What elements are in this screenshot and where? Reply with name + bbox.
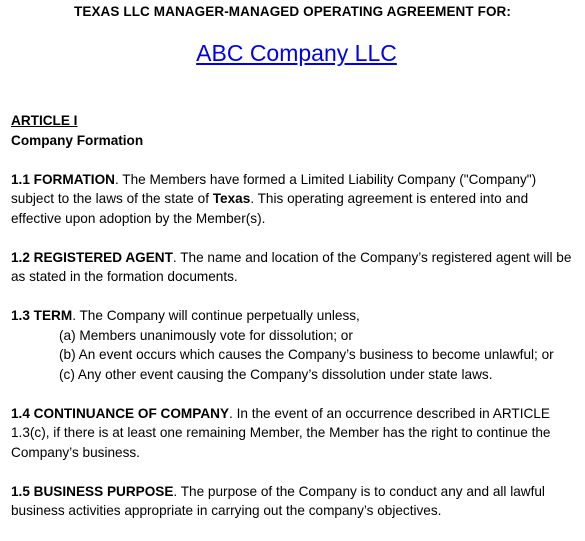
list-item: (b) An event occurs which causes the Company’s business to become unlawful; or	[59, 347, 554, 362]
spacer	[11, 150, 581, 170]
section-continuance	[11, 404, 581, 463]
section-formation-text-a: . The Members have formed a Limited Liability Company ("Company") subject to the laws of the state of	[11, 171, 537, 206]
section-formation-lead: 1.1 FORMATION	[11, 171, 115, 187]
section-formation	[11, 170, 581, 229]
section-formation-text-b: . This operating agreement is entered into and effective upon adoption by the Member(s).	[11, 191, 529, 226]
term-conditions-list	[11, 326, 581, 385]
spacer	[11, 384, 581, 404]
document-heading: TEXAS LLC MANAGER-MANAGED OPERATING AGREEMENT FOR:	[74, 4, 511, 19]
section-continuance-text: . In the event of an occurrence described in ARTICLE 1.3(c), if there is at least one remaining Member, the Member has the right to continue the Company’s business.	[11, 405, 551, 460]
spacer	[11, 462, 581, 482]
company-name-link[interactable]: ABC Company LLC	[196, 40, 397, 66]
spacer	[11, 287, 581, 307]
spacer	[11, 228, 581, 248]
section-continuance-lead: 1.4 CONTINUANCE OF COMPANY	[11, 405, 230, 421]
section-purpose-lead: 1.5 BUSINESS PURPOSE	[11, 483, 174, 499]
article-label: ARTICLE I	[11, 113, 78, 128]
article-title: Company Formation	[11, 132, 144, 148]
section-formation-state: Texas	[212, 191, 251, 206]
list-item: (c) Any other event causing the Company’s dissolution under state laws.	[59, 366, 493, 382]
list-item: (a) Members unanimously vote for dissolution; or	[59, 327, 353, 343]
section-term	[11, 306, 581, 326]
section-registered-agent-text: . The name and location of the Company’s registered agent will be as stated in the formation documents.	[11, 249, 572, 284]
section-registered-agent-lead: 1.2 REGISTERED AGENT	[11, 249, 173, 265]
section-purpose	[11, 482, 581, 521]
section-term-lead: 1.3 TERM	[11, 308, 73, 323]
section-registered-agent	[11, 248, 581, 287]
section-purpose-text: . The purpose of the Company is to conduct any and all lawful business activities appropriate in carrying out the company’s objectives.	[11, 483, 545, 518]
section-term-text: . The Company will continue perpetually unless,	[72, 308, 360, 323]
document-body	[11, 111, 581, 521]
